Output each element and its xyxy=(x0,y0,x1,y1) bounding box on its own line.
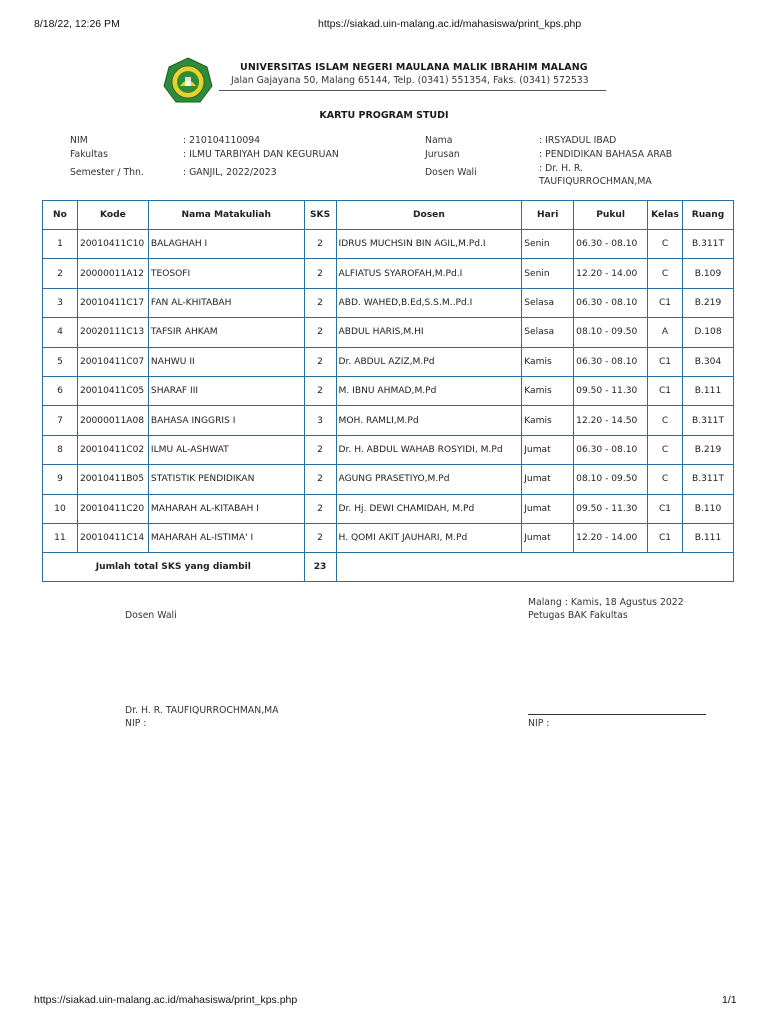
table-row xyxy=(43,465,734,494)
cell-nama-matakuliah: STATISTIK PENDIDIKAN xyxy=(148,465,304,494)
cell-kode: 20010411C14 xyxy=(77,523,148,552)
fakultas-label: Fakultas xyxy=(70,149,108,160)
cell-kelas: A xyxy=(648,318,683,347)
cell-kelas: C xyxy=(648,406,683,435)
cell-sks: 2 xyxy=(304,376,336,405)
petugas-bak-label: Petugas BAK Fakultas xyxy=(528,610,628,621)
cell-ruang: B.111 xyxy=(683,376,734,405)
dosen-wali-name: Dr. H. R. TAUFIQURROCHMAN,MA xyxy=(125,705,279,716)
course-table-body xyxy=(43,230,734,553)
col-header-sks: SKS xyxy=(304,201,336,230)
table-row xyxy=(43,435,734,464)
cell-kode: 20010411C20 xyxy=(77,494,148,523)
col-header-hari: Hari xyxy=(522,201,574,230)
table-header-row xyxy=(43,201,734,230)
cell-ruang: B.111 xyxy=(683,523,734,552)
cell-kode: 20000011A12 xyxy=(77,259,148,288)
total-sks-label: Jumlah total SKS yang diambil xyxy=(43,553,305,582)
table-row xyxy=(43,259,734,288)
cell-kode: 20010411C17 xyxy=(77,288,148,317)
print-datetime: 8/18/22, 12:26 PM xyxy=(34,18,120,30)
jurusan-value: : PENDIDIKAN BAHASA ARAB xyxy=(539,149,673,160)
cell-dosen: Dr. ABDUL AZIZ,M.Pd xyxy=(336,347,522,376)
cell-pukul: 08.10 - 09.50 xyxy=(574,465,648,494)
total-row-filler xyxy=(336,553,733,582)
course-table xyxy=(42,200,734,582)
cell-no: 8 xyxy=(43,435,78,464)
cell-pukul: 12.20 - 14.00 xyxy=(574,259,648,288)
cell-dosen: M. IBNU AHMAD,M.Pd xyxy=(336,376,522,405)
table-row xyxy=(43,376,734,405)
cell-ruang: B.109 xyxy=(683,259,734,288)
col-header-dosen: Dosen xyxy=(336,201,522,230)
cell-hari: Senin xyxy=(522,230,574,259)
cell-hari: Kamis xyxy=(522,406,574,435)
cell-dosen: ALFIATUS SYAROFAH,M.Pd.I xyxy=(336,259,522,288)
cell-no: 7 xyxy=(43,406,78,435)
cell-nama-matakuliah: TEOSOFI xyxy=(148,259,304,288)
cell-ruang: B.304 xyxy=(683,347,734,376)
table-row xyxy=(43,318,734,347)
university-address: Jalan Gajayana 50, Malang 65144, Telp. (0341) 551354, Faks. (0341) 572533 xyxy=(231,75,589,86)
cell-pukul: 06.30 - 08.10 xyxy=(574,435,648,464)
cell-kelas: C1 xyxy=(648,376,683,405)
cell-hari: Jumat xyxy=(522,435,574,464)
cell-pukul: 06.30 - 08.10 xyxy=(574,347,648,376)
nama-label: Nama xyxy=(425,135,453,146)
cell-kode: 20010411C10 xyxy=(77,230,148,259)
cell-hari: Kamis xyxy=(522,376,574,405)
total-sks-row xyxy=(43,553,734,582)
cell-dosen: MOH. RAMLI,M.Pd xyxy=(336,406,522,435)
cell-kelas: C xyxy=(648,230,683,259)
cell-kelas: C1 xyxy=(648,288,683,317)
cell-nama-matakuliah: FAN AL-KHITABAH xyxy=(148,288,304,317)
col-header-pukul: Pukul xyxy=(574,201,648,230)
cell-kode: 20000011A08 xyxy=(77,406,148,435)
cell-sks: 2 xyxy=(304,288,336,317)
cell-hari: Jumat xyxy=(522,523,574,552)
cell-kode: 20010411C05 xyxy=(77,376,148,405)
cell-kelas: C xyxy=(648,259,683,288)
cell-no: 5 xyxy=(43,347,78,376)
nim-value: : 210104110094 xyxy=(183,135,261,146)
col-header-nama-matakuliah: Nama Matakuliah xyxy=(148,201,304,230)
cell-nama-matakuliah: NAHWU II xyxy=(148,347,304,376)
dosen-wali-label: Dosen Wali xyxy=(425,167,477,178)
cell-pukul: 09.50 - 11.30 xyxy=(574,376,648,405)
cell-hari: Jumat xyxy=(522,494,574,523)
table-row xyxy=(43,230,734,259)
cell-kode: 20010411C02 xyxy=(77,435,148,464)
cell-dosen: ABD. WAHED,B.Ed,S.S.M..Pd.I xyxy=(336,288,522,317)
cell-pukul: 09.50 - 11.30 xyxy=(574,494,648,523)
fakultas-value: : ILMU TARBIYAH DAN KEGURUAN xyxy=(183,149,339,160)
cell-no: 2 xyxy=(43,259,78,288)
nama-value: : IRSYADUL IBAD xyxy=(539,135,617,146)
cell-kode: 20010411B05 xyxy=(77,465,148,494)
cell-pukul: 06.30 - 08.10 xyxy=(574,230,648,259)
col-header-ruang: Ruang xyxy=(683,201,734,230)
university-name: UNIVERSITAS ISLAM NEGERI MAULANA MALIK IBRAHIM MALANG xyxy=(240,62,588,73)
university-seal-icon xyxy=(163,57,213,107)
cell-ruang: B.110 xyxy=(683,494,734,523)
table-row xyxy=(43,288,734,317)
cell-kelas: C1 xyxy=(648,494,683,523)
col-header-kode: Kode xyxy=(77,201,148,230)
cell-kode: 20020111C13 xyxy=(77,318,148,347)
col-header-no: No xyxy=(43,201,78,230)
col-header-kelas: Kelas xyxy=(648,201,683,230)
signature-line xyxy=(528,714,706,715)
nim-label: NIM xyxy=(70,135,88,146)
cell-pukul: 12.20 - 14.50 xyxy=(574,406,648,435)
cell-ruang: B.219 xyxy=(683,288,734,317)
cell-sks: 2 xyxy=(304,347,336,376)
table-row xyxy=(43,406,734,435)
signature-place-date: Malang : Kamis, 18 Agustus 2022 xyxy=(528,597,684,608)
semester-value: : GANJIL, 2022/2023 xyxy=(183,167,277,178)
cell-no: 11 xyxy=(43,523,78,552)
cell-ruang: B.311T xyxy=(683,465,734,494)
cell-nama-matakuliah: BALAGHAH I xyxy=(148,230,304,259)
cell-kelas: C1 xyxy=(648,523,683,552)
petugas-nip: NIP : xyxy=(528,718,550,729)
dosen-wali-nip: NIP : xyxy=(125,718,147,729)
cell-nama-matakuliah: SHARAF III xyxy=(148,376,304,405)
footer-url: https://siakad.uin-malang.ac.id/mahasiswa/print_kps.php xyxy=(34,994,298,1006)
cell-kelas: C xyxy=(648,435,683,464)
cell-dosen: ABDUL HARIS,M.HI xyxy=(336,318,522,347)
print-url: https://siakad.uin-malang.ac.id/mahasiswa/print_kps.php xyxy=(318,18,582,30)
cell-sks: 2 xyxy=(304,523,336,552)
cell-sks: 2 xyxy=(304,230,336,259)
cell-sks: 2 xyxy=(304,494,336,523)
page-number: 1/1 xyxy=(722,994,737,1006)
cell-nama-matakuliah: ILMU AL-ASHWAT xyxy=(148,435,304,464)
cell-dosen: Dr. H. ABDUL WAHAB ROSYIDI, M.Pd xyxy=(336,435,522,464)
dosen-wali-value-line1: : Dr. H. R. xyxy=(539,163,583,174)
cell-dosen: IDRUS MUCHSIN BIN AGIL,M.Pd.I xyxy=(336,230,522,259)
cell-nama-matakuliah: MAHARAH AL-ISTIMA' I xyxy=(148,523,304,552)
header-divider xyxy=(219,90,606,91)
cell-hari: Selasa xyxy=(522,288,574,317)
cell-ruang: D.108 xyxy=(683,318,734,347)
cell-sks: 2 xyxy=(304,318,336,347)
cell-nama-matakuliah: MAHARAH AL-KITABAH I xyxy=(148,494,304,523)
cell-no: 6 xyxy=(43,376,78,405)
cell-kode: 20010411C07 xyxy=(77,347,148,376)
cell-sks: 3 xyxy=(304,406,336,435)
table-row xyxy=(43,523,734,552)
document-title: KARTU PROGRAM STUDI xyxy=(319,110,449,121)
cell-nama-matakuliah: BAHASA INGGRIS I xyxy=(148,406,304,435)
cell-dosen: AGUNG PRASETIYO,M.Pd xyxy=(336,465,522,494)
semester-label: Semester / Thn. xyxy=(70,167,144,178)
cell-ruang: B.311T xyxy=(683,230,734,259)
cell-hari: Kamis xyxy=(522,347,574,376)
cell-ruang: B.311T xyxy=(683,406,734,435)
table-row xyxy=(43,347,734,376)
cell-no: 3 xyxy=(43,288,78,317)
cell-dosen: H. QOMI AKIT JAUHARI, M.Pd xyxy=(336,523,522,552)
dosen-wali-signature-label: Dosen Wali xyxy=(125,610,177,621)
cell-sks: 2 xyxy=(304,465,336,494)
cell-ruang: B.219 xyxy=(683,435,734,464)
cell-no: 9 xyxy=(43,465,78,494)
cell-dosen: Dr. Hj. DEWI CHAMIDAH, M.Pd xyxy=(336,494,522,523)
cell-sks: 2 xyxy=(304,435,336,464)
cell-nama-matakuliah: TAFSIR AHKAM xyxy=(148,318,304,347)
table-row xyxy=(43,494,734,523)
dosen-wali-value-line2: TAUFIQURROCHMAN,MA xyxy=(539,176,652,187)
cell-kelas: C xyxy=(648,465,683,494)
total-sks-value: 23 xyxy=(304,553,336,582)
cell-hari: Selasa xyxy=(522,318,574,347)
cell-no: 1 xyxy=(43,230,78,259)
cell-kelas: C1 xyxy=(648,347,683,376)
cell-no: 4 xyxy=(43,318,78,347)
cell-hari: Jumat xyxy=(522,465,574,494)
cell-no: 10 xyxy=(43,494,78,523)
cell-pukul: 08.10 - 09.50 xyxy=(574,318,648,347)
cell-sks: 2 xyxy=(304,259,336,288)
jurusan-label: Jurusan xyxy=(425,149,460,160)
cell-hari: Senin xyxy=(522,259,574,288)
cell-pukul: 06.30 - 08.10 xyxy=(574,288,648,317)
cell-pukul: 12.20 - 14.00 xyxy=(574,523,648,552)
